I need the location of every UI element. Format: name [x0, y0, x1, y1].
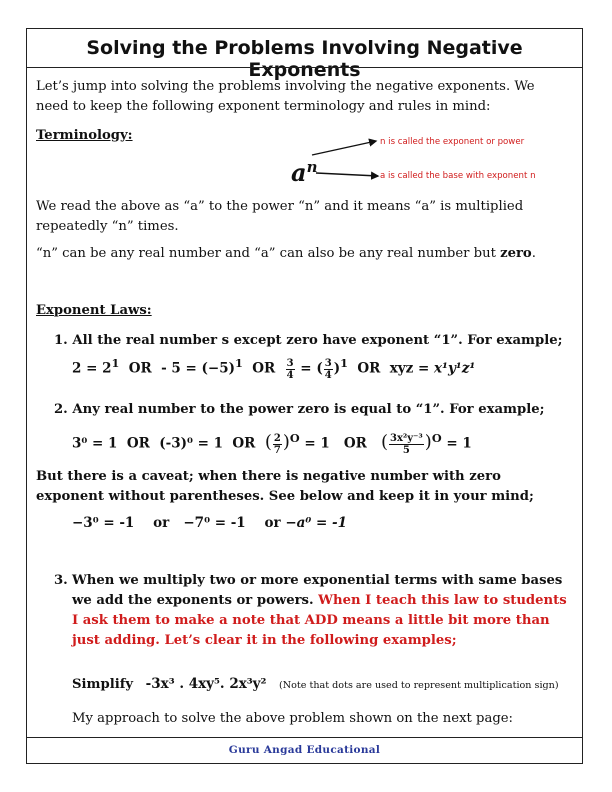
law-3-teaching-note: When I teach this law to students I ask them to make a note that ADD means a little bit more than just adding. Let’s clear it in the following examples;	[72, 593, 567, 648]
caveat-examples: −3⁰ = -1 or −7⁰ = -1 or −a⁰ = -1	[72, 515, 348, 531]
title-divider	[27, 67, 582, 68]
base-arrow	[316, 173, 378, 176]
exponent-laws-heading: Exponent Laws:	[36, 303, 152, 318]
footer-divider	[26, 737, 583, 738]
fraction-expression: $\frac{\text{3x²y⁻³}}{5}$	[390, 432, 423, 456]
zero-emphasis: zero	[500, 246, 532, 261]
law-2-text: 2. Any real number to the power zero is equal to “1”. For example;	[54, 402, 545, 417]
simplify-note: (Note that dots are used to represent multiplication sign)	[279, 680, 559, 691]
law-1-examples: $2 = 2^1$ OR - $5 = (-5)^1$ OR $\frac{3}{4}$ = ( $\frac{3}{4}$ )$^1$ OR xyz = x¹y¹z¹	[72, 356, 476, 381]
simplify-line: Simplify -3x³ . 4xy⁵. 2x³y² (Note that dots are used to represent multiplication sign)	[72, 676, 559, 692]
page-title: Solving the Problems Involving Negative Exponents	[86, 37, 523, 81]
base-letter: a	[291, 158, 307, 187]
approach-paragraph: My approach to solve the above problem shown on the next page:	[72, 711, 514, 726]
exponent-letter: n	[306, 158, 318, 176]
terminology-heading: Terminology:	[36, 128, 133, 143]
law-1-text: 1. All the real number s except zero have exponent “1”. For example;	[54, 333, 563, 348]
law-3-number: 3.	[54, 573, 68, 588]
caveat-paragraph: But there is a caveat; when there is negative number with zero exponent without parentheses. See below and keep it in your mind;	[36, 469, 534, 504]
law-2-examples: 3⁰ = 1 OR (-3)⁰ = 1 OR ( $\frac{2}{7}$ )$^O$ = 1 OR ( $\frac{\text{3x²y⁻³}}{5}$ )$^O$ = 1	[72, 431, 472, 456]
base-annotation: a is called the base with exponent n	[380, 171, 536, 181]
exponent-annotation: n is called the exponent or power	[380, 137, 525, 147]
any-number-paragraph: “n” can be any real number and “a” can also be any real number but zero.	[36, 246, 536, 261]
simplify-expression: -3x³ . 4xy⁵. 2x³y²	[145, 676, 267, 692]
terminology-arrows	[300, 135, 390, 185]
footer-text: Guru Angad Educational	[228, 744, 381, 756]
law-3-text: When we multiply two or more exponential terms with same bases we add the exponents or powers. When I teach this law to students I ask them to make a note that ADD means a little bit more than just adding. Let’s clear it in the following examples;	[72, 573, 567, 648]
read-as-paragraph: We read the above as “a” to the power “n” and it means “a” is multiplied repeatedly “n” times.	[36, 199, 524, 234]
fraction-three-quarters: $\frac{3}{4}$	[286, 357, 294, 381]
intro-paragraph: Let’s jump into solving the problems involving the negative exponents. We need to keep the following exponent terminology and rules in mind:	[36, 79, 535, 114]
fraction-two-sevenths: $\frac{2}{7}$	[273, 432, 281, 456]
exponent-arrow	[312, 141, 376, 155]
